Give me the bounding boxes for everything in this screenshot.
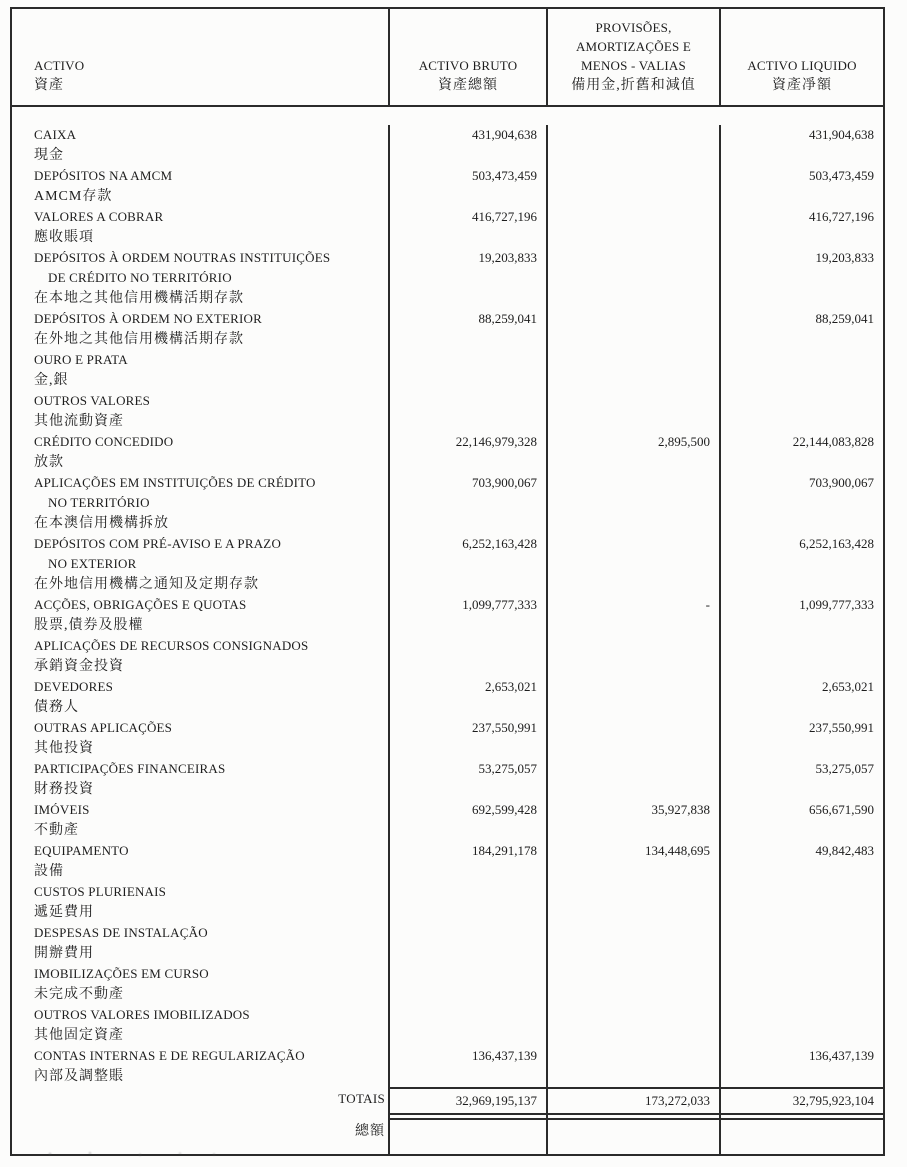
asset-name-pt: EQUIPAMENTO — [34, 843, 129, 858]
asset-name-cell — [12, 718, 390, 759]
asset-provisoes-value — [548, 964, 721, 1005]
asset-bruto-value: 237,550,991 — [390, 718, 548, 759]
asset-name-zh: 財務投資 — [34, 782, 94, 797]
asset-row — [12, 923, 883, 964]
asset-row — [12, 882, 883, 923]
totals-label-zh: 總額 — [12, 1120, 390, 1154]
asset-row — [12, 350, 883, 391]
asset-liquido-value: 416,727,196 — [809, 209, 874, 224]
asset-liquido-value: 2,653,021 — [822, 679, 874, 694]
asset-row — [12, 677, 883, 718]
header-activo-zh: 資產 — [34, 78, 64, 93]
table-header — [12, 9, 883, 107]
asset-row — [12, 800, 883, 841]
asset-liquido-value: 237,550,991 — [809, 720, 874, 735]
header-provisoes-zh: 備用金,折舊和減值 — [571, 78, 696, 93]
asset-row — [12, 473, 883, 534]
asset-row — [12, 1005, 883, 1046]
asset-bruto-value: 703,900,067 — [390, 473, 548, 534]
asset-name-cell — [12, 1005, 390, 1046]
asset-name-pt: DEVEDORES — [34, 679, 114, 694]
asset-liquido-value: 88,259,041 — [815, 311, 874, 326]
asset-provisoes-value — [548, 350, 721, 391]
asset-name-pt: APLICAÇÕES DE RECURSOS CONSIGNADOS — [34, 638, 309, 653]
header-activo — [12, 9, 390, 105]
asset-bruto-value: 184,291,178 — [390, 841, 548, 882]
empty-cell — [548, 1120, 721, 1154]
asset-bruto-value: 6,252,163,428 — [390, 534, 548, 595]
asset-name-cell — [12, 759, 390, 800]
asset-liquido-value — [721, 964, 883, 1005]
empty-cell — [390, 1120, 548, 1154]
asset-name-cell — [12, 636, 390, 677]
asset-liquido-value — [721, 636, 883, 677]
asset-row — [12, 718, 883, 759]
asset-name-zh: 遞延費用 — [34, 905, 94, 920]
asset-provisoes-value — [548, 534, 721, 595]
totals-provisoes: 173,272,033 — [548, 1087, 721, 1115]
asset-provisoes-value — [548, 677, 721, 718]
empty-cell — [721, 1120, 883, 1154]
asset-bruto-value — [390, 1005, 548, 1046]
asset-row — [12, 207, 883, 248]
asset-provisoes-value — [548, 125, 721, 166]
header-bruto-pt: ACTIVO BRUTO — [418, 58, 518, 73]
asset-name-cell — [12, 248, 390, 309]
asset-name-zh: 承銷資金投資 — [34, 659, 124, 674]
asset-name-cell — [12, 677, 390, 718]
asset-provisoes-value: 35,927,838 — [548, 800, 721, 841]
asset-provisoes-value — [548, 207, 721, 248]
asset-provisoes-value — [548, 1005, 721, 1046]
asset-name-cell — [12, 964, 390, 1005]
asset-bruto-value — [390, 964, 548, 1005]
asset-name-zh: 在本澳信用機構拆放 — [34, 516, 169, 531]
asset-name-pt: CONTAS INTERNAS E DE REGULARIZAÇÃO — [34, 1048, 305, 1063]
totals-activo-bruto: 32,969,195,137 — [390, 1087, 548, 1115]
asset-name-zh: 現金 — [34, 148, 64, 163]
asset-name-zh: 應收賬項 — [34, 230, 94, 245]
asset-name-pt: DEPÓSITOS NA AMCM — [34, 168, 173, 183]
asset-liquido-value: 1,099,777,333 — [799, 597, 874, 612]
asset-name-cell — [12, 923, 390, 964]
asset-provisoes-value — [548, 882, 721, 923]
header-liquido-zh: 資產凈額 — [772, 78, 832, 93]
asset-provisoes-value: 2,895,500 — [548, 432, 721, 473]
asset-liquido-value: 19,203,833 — [815, 250, 874, 265]
asset-bruto-value — [390, 882, 548, 923]
header-activo-bruto — [390, 9, 548, 105]
asset-row — [12, 432, 883, 473]
asset-bruto-value: 88,259,041 — [390, 309, 548, 350]
header-liquido-pt: ACTIVO LIQUIDO — [747, 58, 857, 73]
asset-row — [12, 1046, 883, 1087]
asset-row — [12, 166, 883, 207]
asset-bruto-value — [390, 391, 548, 432]
header-activo-liquido — [721, 9, 883, 105]
asset-name-zh: 在外地之其他信用機構活期存款 — [34, 332, 244, 347]
asset-row — [12, 841, 883, 882]
asset-name-cell — [12, 595, 390, 636]
asset-name-zh: 在外地信用機構之通知及定期存款 — [34, 577, 259, 592]
asset-provisoes-value: 134,448,695 — [548, 841, 721, 882]
asset-name-pt: CRÉDITO CONCEDIDO — [34, 434, 174, 449]
asset-liquido-value: 503,473,459 — [809, 168, 874, 183]
asset-provisoes-value — [548, 391, 721, 432]
asset-provisoes-value — [548, 166, 721, 207]
totals-row — [12, 1087, 883, 1115]
asset-name-zh: 在本地之其他信用機構活期存款 — [34, 291, 244, 306]
asset-name-pt: CUSTOS PLURIENAIS — [34, 884, 167, 899]
totals-activo-liquido: 32,795,923,104 — [721, 1087, 883, 1115]
asset-name-pt: ACÇÕES, OBRIGAÇÕES E QUOTAS — [34, 597, 247, 612]
asset-name-cell — [12, 534, 390, 595]
asset-bruto-value — [390, 350, 548, 391]
asset-liquido-value: 431,904,638 — [809, 127, 874, 142]
asset-bruto-value: 19,203,833 — [390, 248, 548, 309]
asset-name-cell — [12, 800, 390, 841]
asset-row — [12, 534, 883, 595]
asset-row — [12, 248, 883, 309]
asset-name-zh: 債務人 — [34, 700, 79, 715]
asset-name-zh: 放款 — [34, 455, 64, 470]
asset-row — [12, 759, 883, 800]
asset-name-pt-cont: NO TERRITÓRIO — [48, 495, 150, 510]
asset-provisoes-value — [548, 473, 721, 534]
asset-liquido-value: 49,842,483 — [815, 843, 874, 858]
asset-provisoes-value — [548, 248, 721, 309]
asset-row — [12, 964, 883, 1005]
table-body — [12, 107, 883, 1087]
header-activo-pt: ACTIVO — [34, 58, 85, 73]
asset-bruto-value: 1,099,777,333 — [390, 595, 548, 636]
header-provisoes-line2: AMORTIZAÇÕES E — [575, 39, 692, 54]
scan-noise-artifact — [30, 1150, 230, 1158]
asset-name-cell — [12, 391, 390, 432]
totals-row-zh — [12, 1120, 883, 1154]
header-provisoes — [548, 9, 721, 105]
asset-name-zh: 內部及調整賬 — [34, 1069, 124, 1084]
totals-label-pt: TOTAIS — [12, 1087, 390, 1115]
asset-name-zh: AMCM存款 — [34, 189, 113, 204]
asset-provisoes-value — [548, 309, 721, 350]
asset-name-zh: 股票,債券及股權 — [34, 618, 144, 633]
asset-provisoes-value — [548, 923, 721, 964]
asset-name-pt: CAIXA — [34, 127, 77, 142]
asset-name-pt-cont: DE CRÉDITO NO TERRITÓRIO — [48, 270, 232, 285]
asset-name-cell — [12, 473, 390, 534]
asset-name-pt: APLICAÇÕES EM INSTITUIÇÕES DE CRÉDITO — [34, 475, 316, 490]
asset-name-pt-cont: NO EXTERIOR — [48, 556, 137, 571]
asset-name-pt: DESPESAS DE INSTALAÇÃO — [34, 925, 208, 940]
asset-name-cell — [12, 882, 390, 923]
asset-name-zh: 其他流動資產 — [34, 414, 124, 429]
asset-name-zh: 設備 — [34, 864, 64, 879]
asset-name-pt: OUTROS VALORES — [34, 393, 151, 408]
assets-table — [10, 7, 885, 1156]
asset-bruto-value — [390, 636, 548, 677]
asset-row — [12, 595, 883, 636]
asset-name-cell — [12, 432, 390, 473]
asset-name-cell — [12, 125, 390, 166]
asset-name-cell — [12, 309, 390, 350]
asset-bruto-value: 416,727,196 — [390, 207, 548, 248]
asset-liquido-value: 6,252,163,428 — [799, 536, 874, 551]
asset-name-pt: IMÓVEIS — [34, 802, 90, 817]
asset-bruto-value — [390, 923, 548, 964]
asset-liquido-value — [721, 923, 883, 964]
asset-bruto-value: 136,437,139 — [390, 1046, 548, 1087]
asset-name-pt: IMOBILIZAÇÕES EM CURSO — [34, 966, 209, 981]
asset-name-zh: 未完成不動產 — [34, 987, 124, 1002]
asset-name-pt: PARTICIPAÇÕES FINANCEIRAS — [34, 761, 226, 776]
asset-row — [12, 391, 883, 432]
asset-name-zh: 其他投資 — [34, 741, 94, 756]
asset-liquido-value: 656,671,590 — [809, 802, 874, 817]
asset-bruto-value: 431,904,638 — [390, 125, 548, 166]
asset-name-zh: 不動產 — [34, 823, 79, 838]
asset-liquido-value: 53,275,057 — [815, 761, 874, 776]
asset-liquido-value: 136,437,139 — [809, 1048, 874, 1063]
asset-name-pt: VALORES A COBRAR — [34, 209, 164, 224]
asset-bruto-value: 2,653,021 — [390, 677, 548, 718]
asset-name-cell — [12, 350, 390, 391]
asset-bruto-value: 22,146,979,328 — [390, 432, 548, 473]
asset-name-cell — [12, 166, 390, 207]
asset-row — [12, 125, 883, 166]
header-provisoes-line1: PROVISÕES, — [595, 20, 672, 35]
asset-name-cell — [12, 1046, 390, 1087]
asset-liquido-value — [721, 391, 883, 432]
asset-name-pt: OURO E PRATA — [34, 352, 128, 367]
asset-provisoes-value — [548, 759, 721, 800]
asset-name-zh: 其他固定資產 — [34, 1028, 124, 1043]
asset-name-cell — [12, 841, 390, 882]
asset-name-pt: DEPÓSITOS À ORDEM NO EXTERIOR — [34, 311, 263, 326]
asset-provisoes-value — [548, 1046, 721, 1087]
asset-provisoes-value — [548, 718, 721, 759]
asset-bruto-value: 692,599,428 — [390, 800, 548, 841]
asset-bruto-value: 53,275,057 — [390, 759, 548, 800]
asset-row — [12, 309, 883, 350]
asset-name-pt: OUTRAS APLICAÇÕES — [34, 720, 173, 735]
asset-liquido-value — [721, 1005, 883, 1046]
asset-provisoes-value — [548, 636, 721, 677]
asset-name-pt: OUTROS VALORES IMOBILIZADOS — [34, 1007, 250, 1022]
asset-row — [12, 636, 883, 677]
asset-name-pt: DEPÓSITOS COM PRÉ-AVISO E A PRAZO — [34, 536, 282, 551]
asset-name-pt: DEPÓSITOS À ORDEM NOUTRAS INSTITUIÇÕES — [34, 250, 331, 265]
header-provisoes-line3: MENOS - VALIAS — [581, 58, 686, 73]
asset-liquido-value — [721, 882, 883, 923]
asset-bruto-value: 503,473,459 — [390, 166, 548, 207]
asset-name-cell — [12, 207, 390, 248]
asset-liquido-value — [721, 350, 883, 391]
asset-name-zh: 開辦費用 — [34, 946, 94, 961]
asset-name-zh: 金,銀 — [34, 373, 69, 388]
asset-provisoes-value: - — [548, 595, 721, 636]
asset-liquido-value: 703,900,067 — [809, 475, 874, 490]
asset-liquido-value: 22,144,083,828 — [792, 434, 874, 449]
header-bruto-zh: 資產總額 — [438, 78, 498, 93]
